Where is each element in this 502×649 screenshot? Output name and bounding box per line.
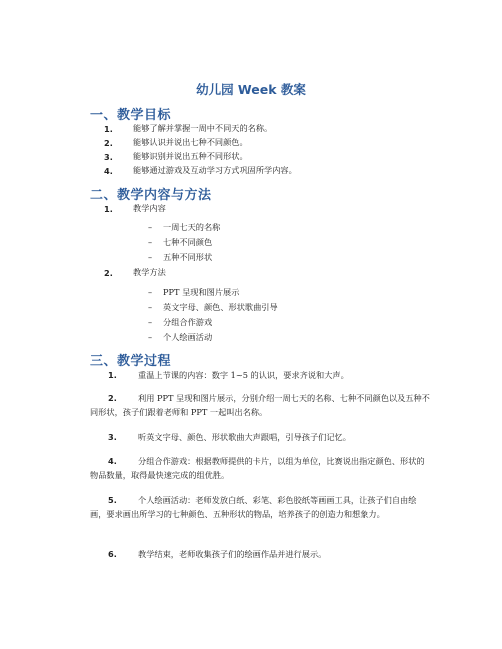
process-paragraph (90, 392, 430, 419)
dash-bullet: – (148, 287, 153, 297)
process-text: 分组合作游戏：根据教师提供的卡片，以组为单位，比赛说出指定颜色、形状的物品数量，取得最快速完成的组优胜。 (90, 456, 425, 480)
item-number: 4. (104, 166, 113, 176)
item-number: 2. (104, 268, 113, 278)
content-sub-item: 七种不同颜色 (163, 237, 213, 247)
section-heading-content-methods: 二、教学内容与方法 (90, 188, 212, 203)
method-sub-item: 个人绘画活动 (163, 332, 213, 342)
process-paragraph (90, 455, 430, 482)
document-title: 幼儿园 Week 教案 (196, 82, 306, 97)
method-sub-item: 分组合作游戏 (163, 317, 213, 327)
dash-bullet: – (148, 222, 153, 232)
content-sub-item: 五种不同形状 (163, 252, 213, 262)
item-number: 1. (104, 124, 113, 134)
process-paragraph (90, 369, 430, 383)
process-paragraph (90, 431, 430, 445)
process-text: 重温上节课的内容：数字 1~5 的认识，要求齐说和大声。 (138, 370, 349, 380)
item-number: 4. (108, 456, 117, 466)
item-number: 2. (104, 138, 113, 148)
dash-bullet: – (148, 302, 153, 312)
content-sub-item: 一周七天的名称 (163, 222, 221, 232)
process-text: 听英文字母、颜色、形状歌曲大声跟唱，引导孩子们记忆。 (138, 432, 351, 442)
section-heading-objectives: 一、教学目标 (90, 108, 172, 123)
subsection-label: 教学方法 (133, 267, 166, 277)
item-number: 5. (108, 495, 117, 505)
process-text: 教学结束，老师收集孩子们的绘画作品并进行展示。 (138, 549, 327, 559)
dash-bullet: – (148, 252, 153, 262)
objective-item: 能够识别并说出五种不同形状。 (133, 151, 248, 161)
subsection-label: 教学内容 (133, 203, 166, 213)
dash-bullet: – (148, 332, 153, 342)
section-heading-process: 三、教学过程 (90, 354, 172, 369)
process-text: 个人绘画活动：老师发放白纸、彩笔、彩色胶纸等画画工具，让孩子们自由绘画，要求画出所学习的七种颜色、五种形状的物品，培养孩子的创造力和想象力。 (90, 495, 417, 519)
item-number: 2. (108, 393, 117, 403)
objective-item: 能够通过游戏及互动学习方式巩固所学内容。 (133, 165, 297, 175)
method-sub-item: PPT 呈现和图片展示 (163, 287, 240, 297)
process-paragraph (90, 494, 430, 521)
objective-item: 能够了解并掌握一周中不同天的名称。 (133, 123, 273, 133)
item-number: 6. (108, 549, 117, 559)
dash-bullet: – (148, 237, 153, 247)
process-paragraph (90, 548, 430, 562)
item-number: 3. (108, 432, 117, 442)
process-text: 利用 PPT 呈现和图片展示，分别介绍一周七天的名称、七种不同颜色以及五种不同形状，孩子们跟着老师和 PPT 一起叫出名称。 (90, 393, 430, 417)
dash-bullet: – (148, 317, 153, 327)
method-sub-item: 英文字母、颜色、形状歌曲引导 (163, 302, 278, 312)
item-number: 1. (108, 370, 117, 380)
objective-item: 能够认识并说出七种不同颜色。 (133, 137, 248, 147)
item-number: 3. (104, 152, 113, 162)
item-number: 1. (104, 204, 113, 214)
